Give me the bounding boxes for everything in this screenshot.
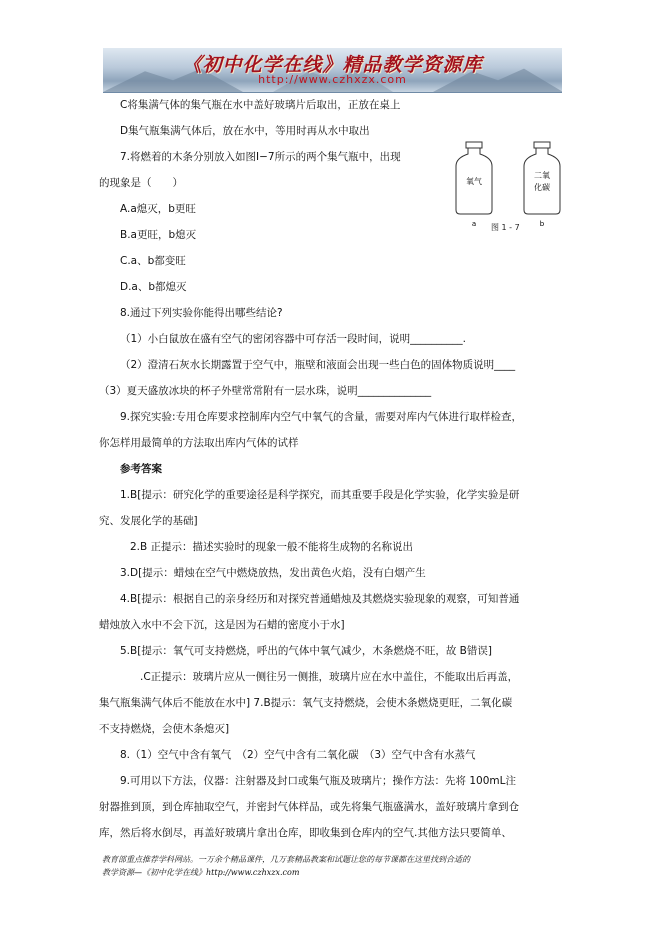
answer-6-7: 集气瓶集满气体后不能放在水中] 7.B提示：氧气支持燃烧，会使木条燃烧更旺，二氧化碳 bbox=[99, 697, 513, 709]
answer-9-cont-1: 射器推到顶，到仓库抽取空气，并密封气体样品，或先将集气瓶盛满水，盖好玻璃片拿到仓 bbox=[99, 801, 519, 813]
label-b: b bbox=[539, 220, 545, 228]
question-8-part-2: （2）澄清石灰水长期露置于空气中，瓶壁和液面会出现一些白色的固体物质说明____ bbox=[120, 359, 516, 371]
answer-9: 9.可用以下方法，仪器：注射器及封口或集气瓶及玻璃片；操作方法：先将 100mL注 bbox=[120, 775, 516, 787]
banner-title: 《初中化学在线》精品教学资源库 bbox=[182, 54, 483, 76]
bottle-b-label-2: 化碳 bbox=[534, 183, 550, 192]
answer-1-cont: 究、发展化学的基础] bbox=[99, 515, 198, 527]
bottle-a-label: 氧气 bbox=[466, 177, 482, 186]
question-7: 7.将燃着的木条分别放入如图Ⅰ−7所示的两个集气瓶中，出现 bbox=[120, 151, 401, 163]
question-8-part-1: （1）小白鼠放在盛有空气的密闭容器中可存活一段时间，说明__________. bbox=[120, 333, 467, 345]
bottle-a bbox=[456, 142, 492, 228]
banner-url[interactable]: http://www.czhxzx.com bbox=[258, 73, 407, 86]
footer-line-2[interactable]: 教学资源—《初中化学在线》http://www.czhxzx.com bbox=[102, 868, 300, 877]
answer-6: .C正提示：玻璃片应从一侧往另一侧推，玻璃片应在水中盖住，不能取出后再盖， bbox=[140, 671, 519, 683]
question-8: 8.通过下列实验你能得出哪些结论? bbox=[120, 307, 283, 319]
answer-3: 3.D[提示：蜡烛在空气中燃烧放热，发出黄色火焰，没有白烟产生 bbox=[120, 567, 426, 579]
label-a: a bbox=[471, 220, 477, 228]
option-d-q7: D.a、b都熄灭 bbox=[120, 281, 187, 293]
question-9: 9.探究实验:专用仓库要求控制库内空气中氧气的含量，需要对库内气体进行取样检查， bbox=[120, 411, 523, 423]
figure-caption: 图 1 - 7 bbox=[491, 223, 520, 232]
option-d-q6: D集气瓶集满气体后，放在水中，等用时再从水中取出 bbox=[120, 125, 370, 137]
answer-5: 5.B[提示：氧气可支持燃烧，呼出的气体中氧气减少，木条燃烧不旺，故 B错误] bbox=[120, 645, 492, 657]
footer bbox=[102, 853, 572, 879]
answer-1: 1.B[提示：研究化学的重要途径是科学探究，而其重要手段是化学实验，化学实验是研 bbox=[120, 489, 520, 501]
question-8-part-3: （3）夏天盛放冰块的杯子外壁常常附有一层水珠，说明______________ bbox=[99, 385, 432, 397]
answer-9-cont-2: 库，然后将水倒尽，再盖好玻璃片拿出仓库，即收集到仓库内的空气.其他方法只要简单、 bbox=[99, 827, 512, 839]
question-7-cont: 的现象是（ ） bbox=[99, 177, 183, 189]
answer-4-cont: 蜡烛放入水中不会下沉，这是因为石蜡的密度小于水] bbox=[99, 619, 345, 631]
option-b-q7: B.a更旺，b熄灭 bbox=[120, 229, 197, 241]
bottle-b-label-1: 二氧 bbox=[534, 171, 550, 180]
bottle-b bbox=[524, 142, 560, 228]
option-c-q7: C.a、b都变旺 bbox=[120, 255, 186, 267]
answer-8: 8.（1）空气中含有氧气 （2）空气中含有二氧化碳 （3）空气中含有水蒸气 bbox=[120, 749, 476, 761]
gas-bottles-figure bbox=[452, 140, 564, 230]
question-9-cont: 你怎样用最简单的方法取出库内气体的试样 bbox=[99, 437, 299, 449]
answers-heading: 参考答案 bbox=[120, 463, 162, 475]
answer-2: 2.B 正提示：描述实验时的现象一般不能将生成物的名称说出 bbox=[130, 541, 414, 553]
header-banner bbox=[103, 48, 562, 93]
answer-7-cont: 不支持燃烧，会使木条熄灭] bbox=[99, 723, 230, 735]
option-c-q6: C将集满气体的集气瓶在水中盖好玻璃片后取出，正放在桌上 bbox=[120, 99, 401, 111]
option-a-q7: A.a熄灭，b更旺 bbox=[120, 203, 196, 215]
answer-4: 4.B[提示：根据自己的亲身经历和对探究普通蜡烛及其燃烧实验现象的观察，可知普通 bbox=[120, 593, 520, 605]
footer-line-1: 教育部重点推荐学科网站。一万余个精品课件，几万套精品教案和试题让您的每节课都在这里找到合适的 bbox=[102, 855, 470, 864]
